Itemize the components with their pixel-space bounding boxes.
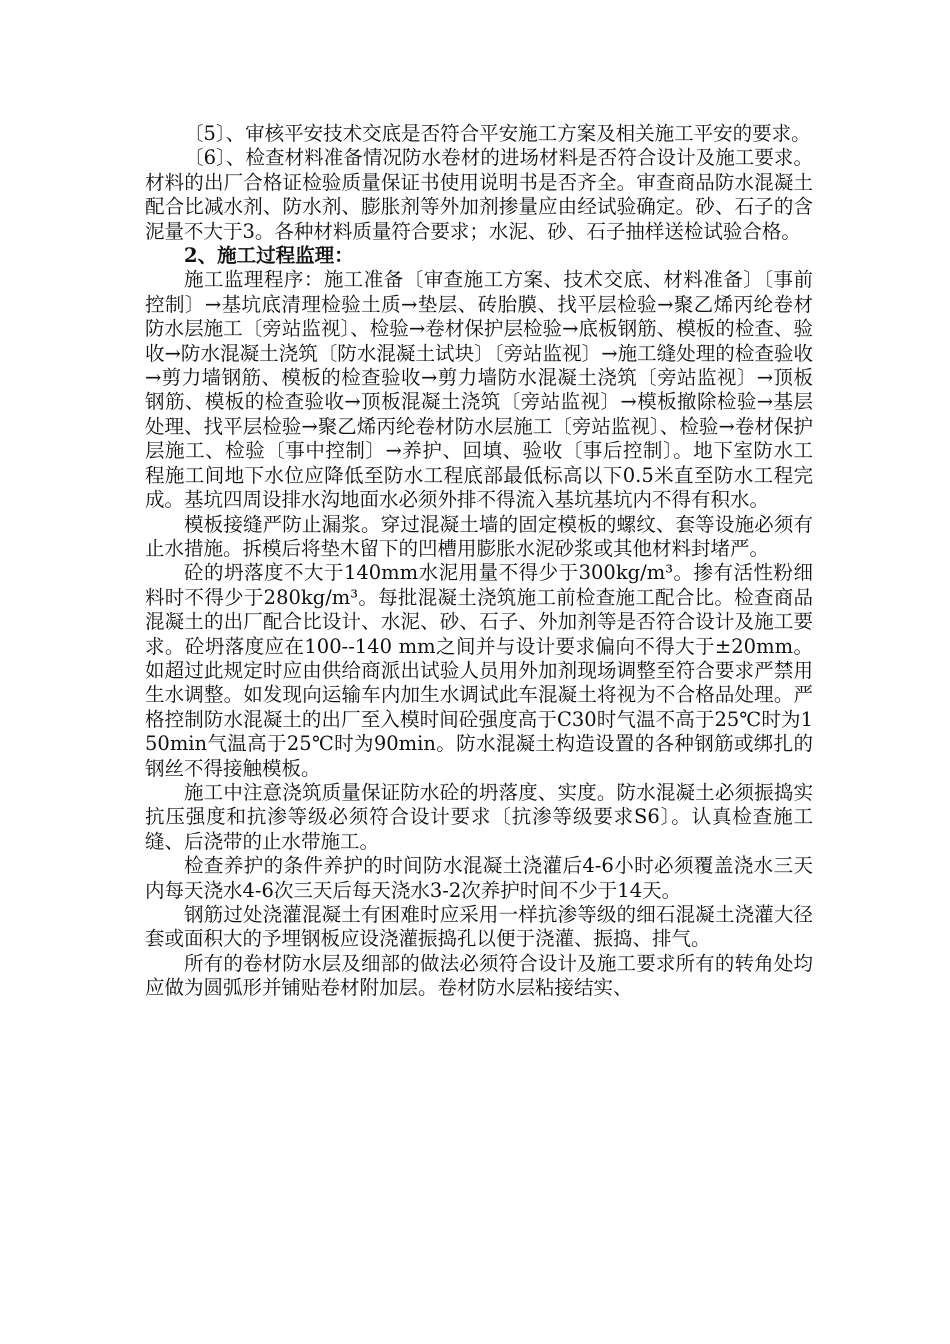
section-heading: 2、施工过程监理：: [184, 244, 354, 268]
paragraph-check-materials: 〔6〕、检查材料准备情况防水卷材的进场材料是否符合设计及施工要求。材料的出厂合格证检验质量保证书使用说明书是否齐全。审查商品防水混凝土配合比减水剂、防水剂、膨胀剂等外加剂掺量应由经试验确定。砂、石子的含泥量不大于3。各种材料质量符合要求；水泥、砂、石子抽样送检试验合格。: [145, 146, 813, 243]
paragraph-curing: 检查养护的条件养护的时间防水混凝土浇灌后4-6小时必须覆盖浇水三天内每天浇水4-6次三天后每天浇水3-2次养护时间不少于14天。: [145, 854, 813, 902]
paragraph-formwork: 模板接缝严防止漏浆。穿过混凝土墙的固定模板的螺纹、套等设施必须有止水措施。拆模后将垫木留下的凹槽用膨胀水泥砂浆或其他材料封堵严。: [145, 512, 813, 560]
paragraph-membrane: 所有的卷材防水层及细部的做法必须符合设计及施工要求所有的转角处均应做为圆弧形并铺贴卷材附加层。卷材防水层粘接结实、: [145, 951, 813, 1000]
paragraph-pouring: 施工中注意浇筑质量保证防水砼的坍落度、实度。防水混凝土必须振捣实抗压强度和抗渗等级必须符合设计要求〔抗渗等级要求S6〕。认真检查施工缝、后浇带的止水带施工。: [145, 780, 813, 853]
paragraph-slump: 砼的坍落度不大于140mm水泥用量不得少于300kg/m³。掺有活性粉细料时不得少于280kg/m³。每批混凝土浇筑施工前检查施工配合比。检查商品混凝土的出厂配合比设计、水泥、砂、石子、外加剂等是否符合设计及施工要求。砼坍落度应在100--140 mm之间并与设计要求偏向不得大于±20mm。如超过此规定时应由供给商派出试验人员用外加剂现场调整至符合要求严禁用生水调整。如发现向运输车内加生水调试此车混凝土将视为不合格品处理。严格控制防水混凝土的出厂至入模时间砼强度高于C30时气温不高于25℃时为150min气温高于25℃时为90min。防水混凝土构造设置的各种钢筋或绑扎的钢丝不得接触模板。: [145, 561, 813, 780]
document-page: [145, 122, 813, 1001]
paragraph-rebar: 钢筋过处浇灌混凝土有困难时应采用一样抗渗等级的细石混凝土浇灌大径套或面积大的予埋钢板应设浇灌振捣孔以便于浇灌、振捣、排气。: [145, 903, 813, 951]
paragraph-procedure: 施工监理程序：施工准备〔审查施工方案、技术交底、材料准备〕〔事前控制〕→基坑底清理检验土质→垫层、砖胎膜、找平层检验→聚乙烯丙纶卷材防水层施工〔旁站监视〕、检验→卷材保护层检验→底板钢筋、模板的检查、验收→防水混凝土浇筑〔防水混凝土试块〕〔旁站监视〕→施工缝处理的检查验收→剪力墙钢筋、模板的检查验收→剪力墙防水混凝土浇筑〔旁站监视〕→顶板钢筋、模板的检查验收→顶板混凝土浇筑〔旁站监视〕→模板撤除检验→基层处理、找平层检验→聚乙烯丙纶卷材防水层施工〔旁站监视〕、检验→卷材保护层施工、检验〔事中控制〕→养护、回填、验收〔事后控制〕。地下室防水工程施工间地下水位应降低至防水工程底部最低标高以下0.5米直至防水工程完成。基坑四周设排水沟地面水必须外排不得流入基坑基坑内不得有积水。: [145, 268, 813, 512]
paragraph-review-safety: 〔5〕、审核平安技术交底是否符合平安施工方案及相关施工平安的要求。: [184, 122, 811, 145]
